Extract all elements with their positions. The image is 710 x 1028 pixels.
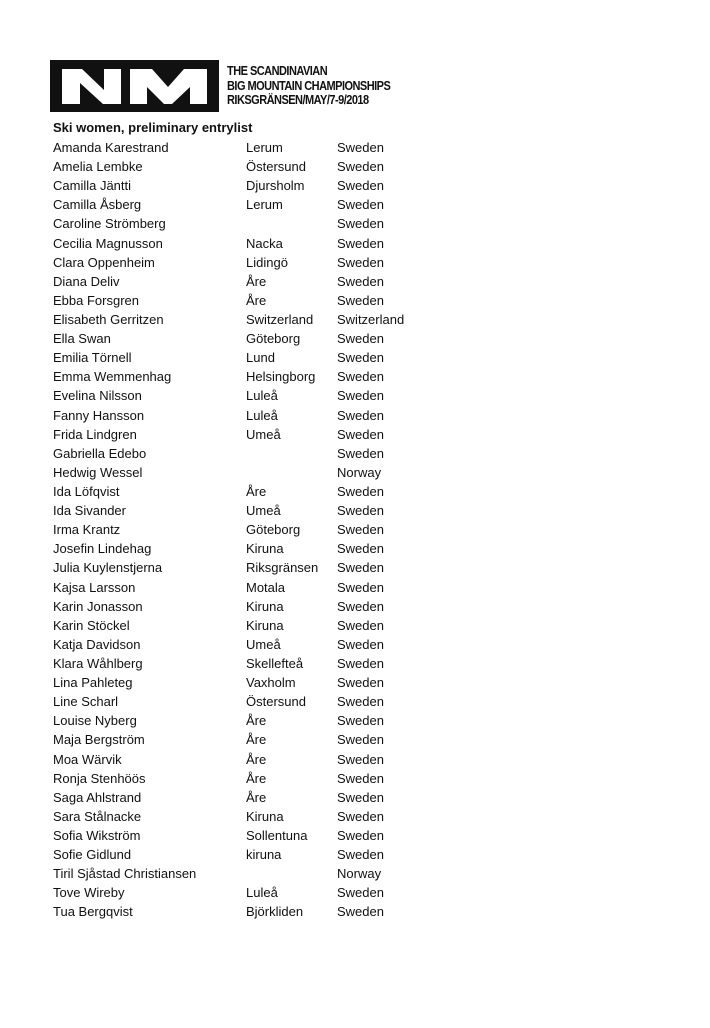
entry-country: Switzerland xyxy=(337,311,405,327)
entry-name: Kajsa Larsson xyxy=(53,579,136,595)
entry-country: Sweden xyxy=(337,254,384,270)
entry-row xyxy=(0,883,710,902)
entry-name: Emma Wemmenhag xyxy=(53,369,172,385)
entry-row xyxy=(0,845,710,864)
entry-country: Sweden xyxy=(337,426,384,442)
entry-name: Lina Pahleteg xyxy=(53,675,133,691)
entry-row xyxy=(0,444,710,463)
entry-name: Klara Wåhlberg xyxy=(53,655,143,671)
entry-row xyxy=(0,616,710,635)
entry-name: Amelia Lembke xyxy=(53,159,143,175)
entry-row xyxy=(0,195,710,214)
entry-name: Ella Swan xyxy=(53,331,111,347)
entry-country: Sweden xyxy=(337,369,384,385)
entry-city: Luleå xyxy=(246,388,278,404)
entry-city: Åre xyxy=(246,713,267,729)
entry-country: Sweden xyxy=(337,216,384,232)
event-title-line: THE SCANDINAVIAN xyxy=(227,64,328,78)
entry-country: Sweden xyxy=(337,560,384,576)
entry-name: Karin Stöckel xyxy=(53,617,130,633)
entry-country: Sweden xyxy=(337,235,384,251)
entry-country: Sweden xyxy=(337,598,384,614)
entry-city: Kiruna xyxy=(246,808,284,824)
entry-row xyxy=(0,769,710,788)
entry-row xyxy=(0,711,710,730)
entry-city: Umeå xyxy=(246,636,281,652)
entry-country: Sweden xyxy=(337,350,384,366)
entry-city: Åre xyxy=(246,751,267,767)
entry-country: Sweden xyxy=(337,789,384,805)
entry-city: Åre xyxy=(246,732,267,748)
entry-row xyxy=(0,501,710,520)
entry-name: Ronja Stenhöös xyxy=(53,770,146,786)
entry-city: Motala xyxy=(246,579,286,595)
entry-row xyxy=(0,176,710,195)
entry-row xyxy=(0,558,710,577)
entry-city: Åre xyxy=(246,292,267,308)
entry-city: Lerum xyxy=(246,140,283,155)
entry-row xyxy=(0,482,710,501)
entry-city: Åre xyxy=(246,770,267,786)
entry-name: Amanda Karestrand xyxy=(53,140,169,155)
entry-row xyxy=(0,597,710,616)
entry-city: Åre xyxy=(246,273,267,289)
entry-row xyxy=(0,750,710,769)
entry-city: Helsingborg xyxy=(246,369,316,385)
entry-name: Hedwig Wessel xyxy=(53,464,143,480)
entry-name: Julia Kuylenstjerna xyxy=(53,560,163,576)
entry-name: Katja Davidson xyxy=(53,636,141,652)
entry-city: Skellefteå xyxy=(246,655,304,671)
entry-row xyxy=(0,386,710,405)
entry-country: Sweden xyxy=(337,885,384,901)
list-title: Ski women, preliminary entrylist xyxy=(53,120,253,135)
entry-row xyxy=(0,329,710,348)
entry-country: Sweden xyxy=(337,808,384,824)
entry-city: Östersund xyxy=(246,694,306,710)
entry-country: Sweden xyxy=(337,655,384,671)
entry-city: Lidingö xyxy=(246,254,288,270)
entry-city: Sollentuna xyxy=(246,827,308,843)
entry-city: Kiruna xyxy=(246,617,284,633)
entry-name: Ebba Forsgren xyxy=(53,292,139,308)
entry-name: Ida Sivander xyxy=(53,503,126,519)
entry-name: Tove Wireby xyxy=(53,885,125,901)
entry-name: Ida Löfqvist xyxy=(53,483,120,499)
entry-country: Sweden xyxy=(337,713,384,729)
entry-row xyxy=(0,291,710,310)
entry-row xyxy=(0,692,710,711)
entry-name: Karin Jonasson xyxy=(53,598,143,614)
entry-city: Åre xyxy=(246,483,267,499)
entry-name: Maja Bergström xyxy=(53,732,145,748)
entry-name: Irma Krantz xyxy=(53,522,121,538)
nm-logo-mark-icon xyxy=(50,60,219,112)
entry-country: Sweden xyxy=(337,541,384,557)
entry-country: Sweden xyxy=(337,522,384,538)
entry-city: Nacka xyxy=(246,235,283,251)
entry-country: Sweden xyxy=(337,579,384,595)
entry-country: Sweden xyxy=(337,445,384,461)
entry-row xyxy=(0,578,710,597)
entry-row xyxy=(0,348,710,367)
entry-name: Fanny Hansson xyxy=(53,407,145,423)
entry-row xyxy=(0,807,710,826)
entry-row xyxy=(0,310,710,329)
entry-name: Diana Deliv xyxy=(53,273,120,289)
entry-city: Umeå xyxy=(246,426,281,442)
event-title-block xyxy=(227,64,390,108)
entry-list xyxy=(0,138,710,921)
entry-city: Lund xyxy=(246,350,275,366)
entry-city: Luleå xyxy=(246,407,278,423)
entry-row xyxy=(0,539,710,558)
entry-name: Evelina Nilsson xyxy=(53,388,142,404)
entry-country: Sweden xyxy=(337,273,384,289)
entry-city: Björkliden xyxy=(246,904,304,920)
entry-country: Sweden xyxy=(337,178,384,194)
entry-city: Riksgränsen xyxy=(246,560,319,576)
entry-row xyxy=(0,826,710,845)
entry-country: Sweden xyxy=(337,388,384,404)
entry-country: Sweden xyxy=(337,751,384,767)
entry-name: Line Scharl xyxy=(53,694,119,710)
entry-name: Caroline Strömberg xyxy=(53,216,166,232)
entry-country: Sweden xyxy=(337,331,384,347)
entry-name: Elisabeth Gerritzen xyxy=(53,311,164,327)
entry-country: Sweden xyxy=(337,407,384,423)
nm-logo xyxy=(50,60,219,112)
entry-row xyxy=(0,788,710,807)
entry-row xyxy=(0,864,710,883)
entry-city: Switzerland xyxy=(246,311,314,327)
entry-city: Göteborg xyxy=(246,331,301,347)
entry-row xyxy=(0,425,710,444)
entry-city: Djursholm xyxy=(246,178,305,194)
entry-name: Frida Lindgren xyxy=(53,426,137,442)
entry-country: Sweden xyxy=(337,675,384,691)
entry-name: Tua Bergqvist xyxy=(53,904,133,920)
entry-name: Emilia Törnell xyxy=(53,350,132,366)
entry-city: Umeå xyxy=(246,503,281,519)
entry-name: Josefin Lindehag xyxy=(53,541,152,557)
entry-row xyxy=(0,214,710,233)
entry-country: Sweden xyxy=(337,636,384,652)
entry-row xyxy=(0,406,710,425)
entry-row xyxy=(0,520,710,539)
entry-country: Sweden xyxy=(337,694,384,710)
entry-row xyxy=(0,463,710,482)
entry-name: Sara Stålnacke xyxy=(53,808,142,824)
entry-country: Sweden xyxy=(337,617,384,633)
entry-row xyxy=(0,272,710,291)
entry-name: Gabriella Edebo xyxy=(53,445,147,461)
entry-name: Sofia Wikström xyxy=(53,827,141,843)
entry-name: Camilla Åsberg xyxy=(53,197,142,213)
entry-name: Sofie Gidlund xyxy=(53,847,132,863)
entry-country: Sweden xyxy=(337,197,384,213)
entry-row xyxy=(0,157,710,176)
entry-country: Sweden xyxy=(337,292,384,308)
entry-city: Åre xyxy=(246,789,267,805)
event-title-line: BIG MOUNTAIN CHAMPIONSHIPS xyxy=(227,78,391,93)
entry-name: Clara Oppenheim xyxy=(53,254,155,270)
entry-row xyxy=(0,730,710,749)
entry-country: Sweden xyxy=(337,827,384,843)
entry-row xyxy=(0,138,710,157)
entry-row xyxy=(0,234,710,253)
entry-country: Sweden xyxy=(337,847,384,863)
entry-name: Louise Nyberg xyxy=(53,713,137,729)
entry-name: Camilla Jäntti xyxy=(53,178,132,194)
entry-country: Sweden xyxy=(337,770,384,786)
entry-city: Vaxholm xyxy=(246,675,296,691)
entry-city: Östersund xyxy=(246,159,306,175)
entry-country: Sweden xyxy=(337,159,384,175)
entry-country: Sweden xyxy=(337,140,384,155)
entry-row xyxy=(0,367,710,386)
entry-country: Sweden xyxy=(337,904,384,920)
entry-row xyxy=(0,253,710,272)
entry-city: Kiruna xyxy=(246,598,284,614)
entry-country: Sweden xyxy=(337,483,384,499)
entry-country: Sweden xyxy=(337,503,384,519)
entry-city: Lerum xyxy=(246,197,283,213)
entry-city: Göteborg xyxy=(246,522,301,538)
entry-city: Kiruna xyxy=(246,541,284,557)
entry-country: Norway xyxy=(337,866,382,882)
entry-row xyxy=(0,902,710,921)
entry-name: Saga Ahlstrand xyxy=(53,789,142,805)
entry-city: kiruna xyxy=(246,847,282,863)
entry-country: Norway xyxy=(337,464,382,480)
entry-name: Tiril Sjåstad Christiansen xyxy=(53,866,197,882)
entry-row xyxy=(0,635,710,654)
entry-name: Moa Wärvik xyxy=(53,751,122,767)
entry-row xyxy=(0,654,710,673)
entry-row xyxy=(0,673,710,692)
entry-name: Cecilia Magnusson xyxy=(53,235,163,251)
event-title-line: RIKSGRÄNSEN/MAY/7-9/2018 xyxy=(227,93,369,107)
entry-city: Luleå xyxy=(246,885,278,901)
entry-country: Sweden xyxy=(337,732,384,748)
